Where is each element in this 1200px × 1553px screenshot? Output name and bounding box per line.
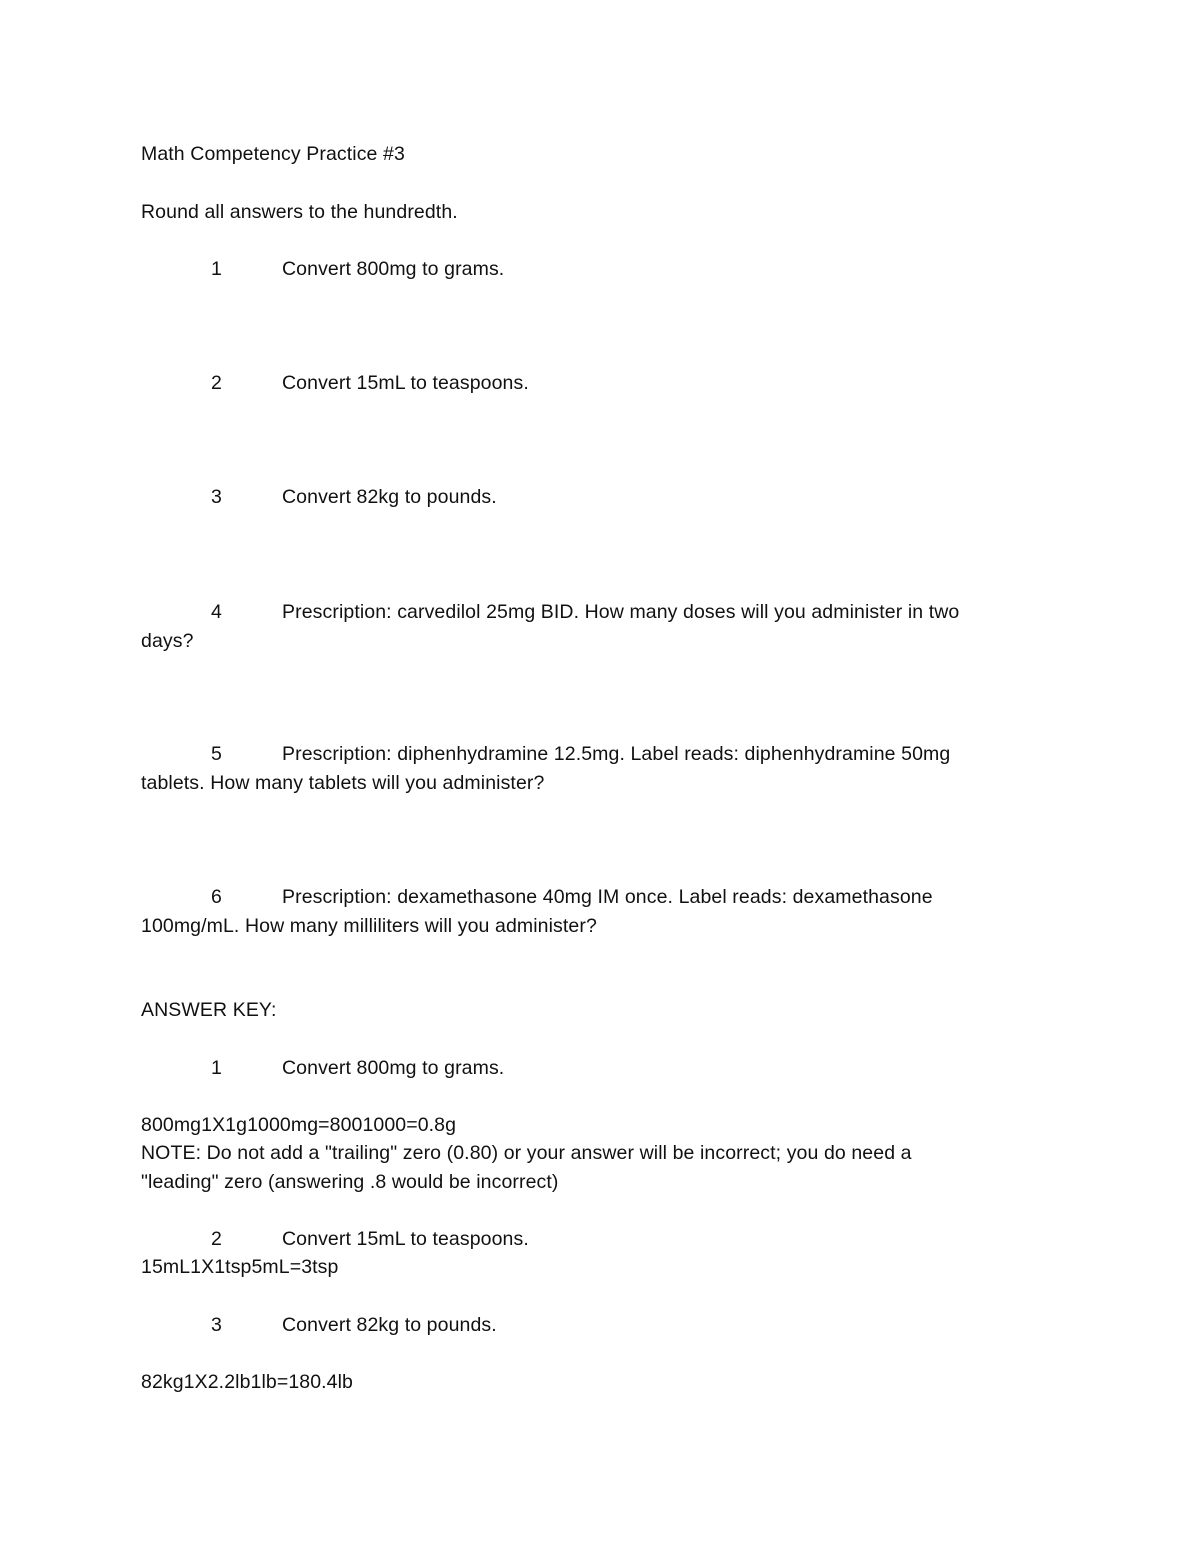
question-text: Convert 800mg to grams.	[282, 258, 505, 280]
question-text: Prescription: carvedilol 25mg BID. How many doses will you administer in two	[282, 601, 960, 623]
answer-question-text: Convert 82kg to pounds.	[282, 1314, 497, 1336]
question-number: 4	[211, 601, 222, 623]
question-number: 6	[211, 886, 222, 908]
answer-question-text: Convert 800mg to grams.	[282, 1057, 505, 1079]
answer-number: 1	[211, 1057, 222, 1079]
question-text-continuation: 100mg/mL. How many milliliters will you administer?	[141, 915, 597, 937]
answer-note-line: "leading" zero (answering .8 would be incorrect)	[141, 1171, 559, 1193]
instructions: Round all answers to the hundredth.	[141, 201, 458, 223]
document-title: Math Competency Practice #3	[141, 143, 405, 165]
question-number: 1	[211, 258, 222, 280]
question-number: 2	[211, 372, 222, 394]
answer-work: 82kg1X2.2lb1lb=180.4lb	[141, 1371, 354, 1393]
question-text: Convert 82kg to pounds.	[282, 486, 497, 508]
question-number: 5	[211, 743, 222, 765]
answer-question-text: Convert 15mL to teaspoons.	[282, 1228, 529, 1250]
question-text-continuation: days?	[141, 630, 194, 652]
question-number: 3	[211, 486, 222, 508]
answer-number: 3	[211, 1314, 222, 1336]
question-text-continuation: tablets. How many tablets will you administer?	[141, 772, 545, 794]
question-text: Prescription: dexamethasone 40mg IM once. Label reads: dexamethasone	[282, 886, 933, 908]
answer-work: 800mg1X1g1000mg=8001000=0.8g	[141, 1114, 457, 1136]
question-text: Convert 15mL to teaspoons.	[282, 372, 529, 394]
question-text: Prescription: diphenhydramine 12.5mg. Label reads: diphenhydramine 50mg	[282, 743, 951, 765]
answer-number: 2	[211, 1228, 222, 1250]
answer-work: 15mL1X1tsp5mL=3tsp	[141, 1256, 339, 1278]
answer-key-heading: ANSWER KEY:	[141, 999, 277, 1021]
answer-note-line: NOTE: Do not add a "trailing" zero (0.80) or your answer will be incorrect; you do need a	[141, 1142, 912, 1164]
